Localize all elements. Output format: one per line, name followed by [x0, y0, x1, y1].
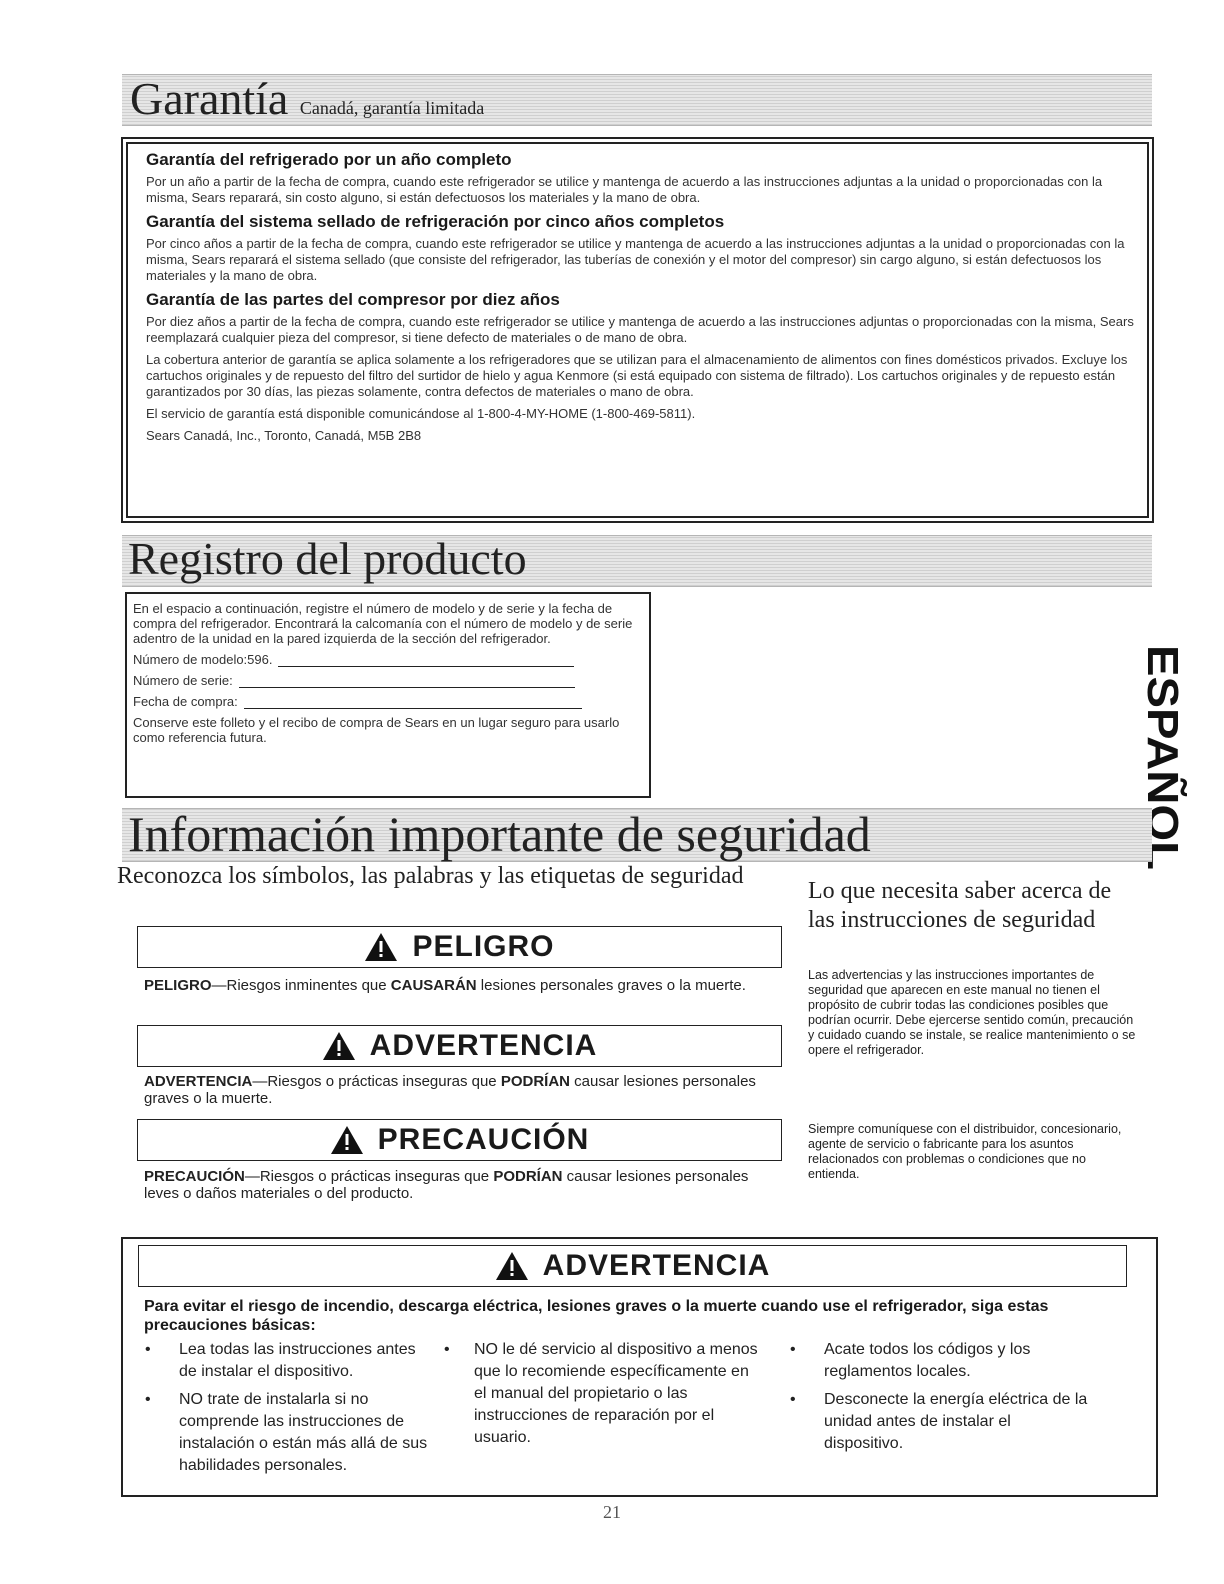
warning-column-2	[440, 1339, 760, 1455]
know-paragraph-1: Las advertencias y las instrucciones importantes de seguridad que aparecen en este manual no tienen el propósito de cubrir todas las condiciones posibles que podrían ocurrir. Debe ejercerse sentido común, precaución y cuidado cuando se instale, se realice mantenimiento o se opere el refrigerador.	[808, 968, 1136, 1057]
serial-number-line[interactable]	[239, 675, 575, 688]
registration-intro: En el espacio a continuación, registre el número de modelo y de serie y la fecha de compra del refrigerador. Encontrará la calcomanía con el número de modelo y de serie adentro de la unidad en la pared izquierda de la sección del refrigerador.	[133, 601, 633, 646]
warning-triangle-icon	[364, 932, 398, 962]
serial-number-field[interactable]	[133, 673, 645, 688]
warranty-service: El servicio de garantía está disponible comunicándose al 1-800-4-MY-HOME (1-800-469-5811).	[146, 406, 696, 421]
warning-triangle-icon	[322, 1031, 356, 1061]
list-item: • NO trate de instalarla si no comprende las instrucciones de instalación o están más allá de sus habilidades personales.	[145, 1391, 428, 1474]
registration-content	[133, 601, 645, 745]
bullet-icon: •	[444, 1341, 450, 1358]
warranty-heading-3: Garantía de las partes del compresor por diez años	[146, 290, 560, 309]
model-number-line[interactable]	[278, 654, 574, 667]
warranty-content	[146, 150, 1136, 450]
serial-number-label: Número de serie:	[133, 673, 233, 688]
list-item: • Acate todos los códigos y los reglamentos locales.	[790, 1341, 1031, 1380]
bullet-icon: •	[790, 1391, 796, 1408]
warranty-heading-2: Garantía del sistema sellado de refrigeración por cinco años completos	[146, 212, 725, 231]
safety-title: Información importante de seguridad	[128, 806, 871, 862]
advertencia-term: ADVERTENCIA	[144, 1073, 253, 1090]
precaucion-term: PRECAUCIÓN	[144, 1168, 245, 1185]
warranty-body-1: Por un año a partir de la fecha de compra, cuando este refrigerador se utilice y mantenga de acuerdo a las instrucciones adjuntas a la unidad o proporcionadas con la misma, Sears reparará, sin costo alguno, si están defectuosos los materiales y la mano de obra.	[146, 174, 1103, 205]
list-item: • NO le dé servicio al dispositivo a menos que lo recomiende específicamente en el manual del propietario o las instrucciones de reparación por el usuario.	[444, 1341, 758, 1446]
know-heading: Lo que necesita saber acerca de las instrucciones de seguridad	[808, 878, 1112, 933]
know-paragraph-2: Siempre comuníquese con el distribuidor, concesionario, agente de servicio o fabricante para los asuntos relacionados con problemas o condiciones que no entienda.	[808, 1122, 1122, 1181]
list-item: • Desconecte la energía eléctrica de la unidad antes de instalar el dispositivo.	[790, 1391, 1088, 1452]
warning-column-3	[790, 1339, 1090, 1461]
peligro-signal-box	[137, 926, 782, 968]
warranty-address: Sears Canadá, Inc., Toronto, Canadá, M5B 2B8	[146, 428, 422, 443]
warranty-heading-1: Garantía del refrigerado por un año completo	[146, 150, 512, 169]
model-number-label: Número de modelo:596.	[133, 652, 273, 667]
page-number: 21	[603, 1502, 621, 1522]
purchase-date-label: Fecha de compra:	[133, 694, 238, 709]
bullet-icon: •	[145, 1391, 151, 1408]
warning-box-label: ADVERTENCIA	[542, 1249, 771, 1282]
warning-lead-text: Para evitar el riesgo de incendio, descarga eléctrica, lesiones graves o la muerte cuando use el refrigerador, siga estas precauciones básicas:	[144, 1298, 1049, 1334]
warning-box-title	[138, 1245, 1127, 1287]
warranty-title-text: Garantía	[130, 73, 289, 124]
model-number-field[interactable]	[133, 652, 645, 667]
warranty-subtitle: Canadá, garantía limitada	[299, 98, 485, 118]
precaucion-signal-box	[137, 1119, 782, 1161]
bullet-icon: •	[790, 1341, 796, 1358]
peligro-description: PELIGRO—Riesgos inminentes que CAUSARÁN lesiones personales graves o la muerte.	[144, 977, 746, 994]
advertencia-label: ADVERTENCIA	[369, 1029, 598, 1062]
purchase-date-field[interactable]	[133, 694, 645, 709]
warranty-title	[130, 74, 484, 133]
precaucion-label: PRECAUCIÓN	[377, 1123, 590, 1156]
advertencia-description: ADVERTENCIA—Riesgos o prácticas inseguras que PODRÍAN causar lesiones personales graves o la muerte.	[144, 1073, 756, 1107]
peligro-label: PELIGRO	[412, 930, 555, 963]
symbols-heading: Reconozca los símbolos, las palabras y las etiquetas de seguridad	[117, 863, 744, 889]
warning-triangle-icon	[495, 1251, 529, 1281]
precaucion-description: PRECAUCIÓN—Riesgos o prácticas inseguras que PODRÍAN causar lesiones personales leves o daños materiales o del producto.	[144, 1168, 749, 1202]
warning-column-1	[145, 1339, 435, 1483]
warranty-body-3: Por diez años a partir de la fecha de compra, cuando este refrigerador se utilice y mantenga de acuerdo a las instrucciones adjuntas o proporcionadas con la misma, Sears reemplazará cualquier pieza del compresor, si tiene defecto de materiales o de mano de obra.	[146, 314, 1134, 345]
advertencia-signal-box	[137, 1025, 782, 1067]
warning-triangle-icon	[330, 1125, 364, 1155]
list-item: • Lea todas las instrucciones antes de instalar el dispositivo.	[145, 1341, 416, 1380]
bullet-icon: •	[145, 1341, 151, 1358]
purchase-date-line[interactable]	[244, 696, 582, 709]
warranty-coverage: La cobertura anterior de garantía se aplica solamente a los refrigeradores que se utilizan para el almacenamiento de alimentos con fines domésticos privados. Excluye los cartuchos originales y de repuesto del filtro del surtidor de hielo y agua Kenmore (si está equipado con sistema de filtrado). Los cartuchos originales y de repuesto están garantizados por 30 días, las piezas solamente, contra defectos de materiales o mano de obra.	[146, 352, 1128, 399]
registration-title: Registro del producto	[128, 533, 527, 584]
peligro-term: PELIGRO	[144, 977, 212, 994]
warranty-body-2: Por cinco años a partir de la fecha de compra, cuando este refrigerador se utilice y mantenga de acuerdo a las instrucciones adjuntas a la unidad o proporcionadas con la misma, Sears reparará el sistema sellado (que consiste del refrigerador, las tuberías de conexión y el motor del compresor) sin cargo alguno, si están defectuosos los materiales y la mano de obra.	[146, 236, 1125, 283]
side-tab-text: ESPAÑOL	[1138, 645, 1187, 855]
registration-keep-note: Conserve este folleto y el recibo de compra de Sears en un lugar seguro para usarlo como referencia futura.	[133, 715, 620, 745]
